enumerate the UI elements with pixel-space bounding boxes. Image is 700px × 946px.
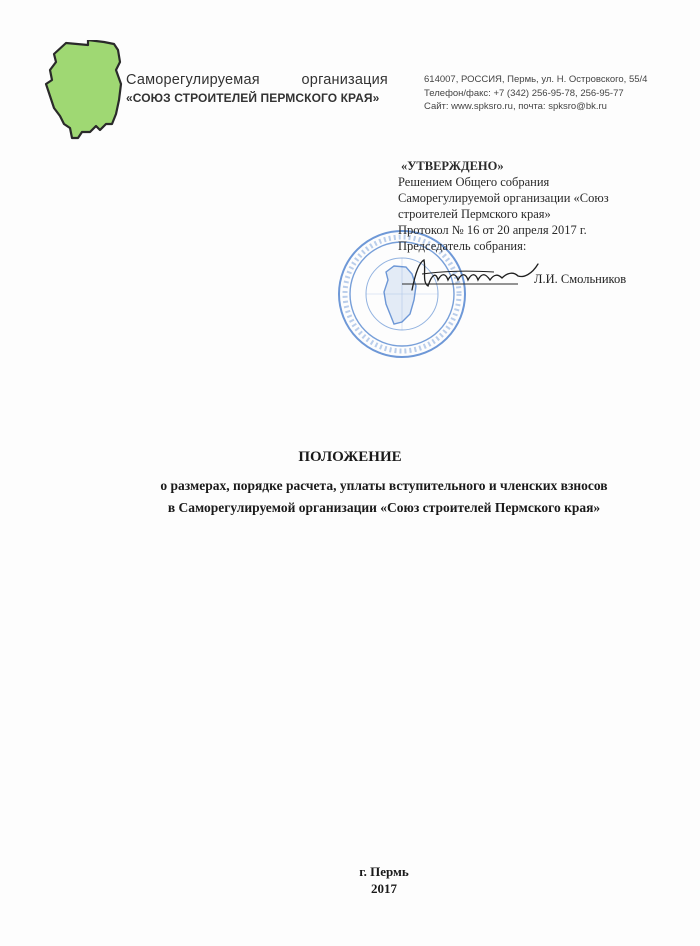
document-title: ПОЛОЖЕНИЕ (298, 449, 402, 465)
approval-block (398, 158, 668, 254)
org-name-full: «СОЮЗ СТРОИТЕЛЕЙ ПЕРМСКОГО КРАЯ» (126, 91, 380, 105)
signer-name: Л.И. Смольников (534, 272, 627, 286)
org-name-word-2: организация (301, 72, 388, 88)
phone-text: Телефон/факс: +7 (342) 256-95-78, 256-95-77 (424, 87, 624, 99)
address-text: 614007, РОССИЯ, Пермь, ул. Н. Островского, 55/4 (424, 74, 648, 85)
org-name-word-1: Саморегулируемая (126, 72, 260, 88)
contact-info (424, 73, 647, 114)
website-email-text: Сайт: www.spksro.ru, почта: spksro@bk.ru (424, 101, 607, 112)
document-subtitle-line-1: о размерах, порядке расчета, уплаты вступительного и членских взносов (160, 478, 608, 493)
document-subtitle-line-2: в Саморегулируемой организации «Союз строителей Пермского края» (167, 500, 601, 515)
organization-logo (44, 40, 124, 140)
handwritten-signature (398, 252, 548, 300)
approval-title: «УТВЕРЖДЕНО» (401, 159, 504, 173)
footer-city: г. Пермь (359, 864, 409, 879)
footer-year: 2017 (371, 881, 397, 896)
approval-line-chairman: Председатель собрания: (398, 239, 527, 253)
organization-name (126, 72, 388, 105)
approval-line-organization: Саморегулируемой организации «Союз (398, 191, 609, 205)
approval-line-decision: Решением Общего собрания (398, 175, 550, 189)
perm-krai-map-shape (46, 40, 121, 138)
approval-line-organization-cont: строителей Пермского края» (398, 207, 551, 221)
approval-line-protocol: Протокол № 16 от 20 апреля 2017 г. (398, 223, 587, 237)
